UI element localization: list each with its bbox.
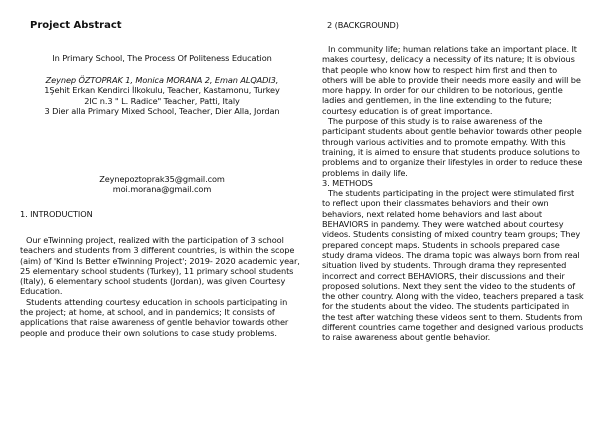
intro-paragraph: Our eTwinning project, realized with the participation of 3 school teachers and students from 3 different countries, is within the scope (aim) of 'Kind Is Better eTwinning Project'; 2019- 2020 academic year, 25 elementary school students (Turkey), 11 primary school students (Italy), 6 elementary school students (Jordan), was given Courtesy Education. — [20, 235, 300, 297]
background-paragraph: The purpose of this study is to raise awareness of the participant students about gentle behavior towards other people through various activities and to promote empathy. With this training, it is aimed to ensure that students produce solutions to problems and to organize their lifestyles in order to reduce these problems in daily life. — [322, 116, 583, 178]
abstract-title: Project Abstract — [30, 20, 122, 31]
intro-paragraph: Students attending courtesy education in schools participating in the project; at home, at school, and in pandemics; It consists of applications that raise awareness of gentle behavior towards other people and produce their own solutions to case study problems. — [20, 296, 289, 338]
affiliation-1: 1Şehit Erkan Kendirci İlkokulu, Teacher, Kastamonu, Turkey — [44, 85, 280, 96]
author-block — [22, 75, 302, 116]
affiliation-2: 2IC n.3 " L. Radice" Teacher, Patti, Italy — [84, 95, 240, 106]
section-heading-introduction: 1. INTRODUCTION — [20, 209, 93, 219]
email-block — [22, 174, 302, 195]
email-1: Zeynepoztoprak35@gmail.com — [99, 174, 225, 184]
introduction-body — [20, 235, 300, 338]
email-2: moi.morana@gmail.com — [112, 184, 212, 195]
section-heading-background: 2 (BACKGROUND) — [327, 20, 399, 30]
section-heading-methods: 3. METHODS — [322, 177, 373, 188]
authors-line: Zeynep ÖZTOPRAK 1, Monica MORANA 2, Eman ALQADI3, — [45, 75, 279, 85]
affiliation-3: 3 Dier alla Primary Mixed School, Teacher, Dier Alla, Jordan — [44, 105, 280, 116]
right-column-body — [322, 44, 584, 343]
background-paragraph: In community life; human relations take an important place. It makes courtesy, delicacy a necessity of its nature; It is obvious that people who know how to respect him first and then to others will be able to provide their needs more easily and will be more happy. In order for our children to be notorious, gentle ladies and gentlemen, in the line extending to the future; courtesy education is of great importance. — [322, 44, 581, 116]
paper-subtitle: In Primary School, The Process Of Politeness Education — [52, 53, 272, 63]
methods-paragraph: The students participating in the project were stimulated first to reflect upon their classmates behaviors and their own behaviors, next related home behaviors and last about BEHAVIORS in pandemy. They were watched about courtesy videos. Students consisting of mixed country team groups; They prepared concept maps. Students in schools prepared case study drama videos. The drama topic was always born from real situation lived by students. Through drama they represented incorrect and correct BEHAVIORS, their discussions and their proposed solutions. Next they sent the video to the students of the other country. Along with the video, teachers prepared a task for the students about the video. The students participated in the test after watching these videos sent to them. Students from different countries came together and designed various products to raise awareness about gentle behavior. — [322, 188, 584, 343]
